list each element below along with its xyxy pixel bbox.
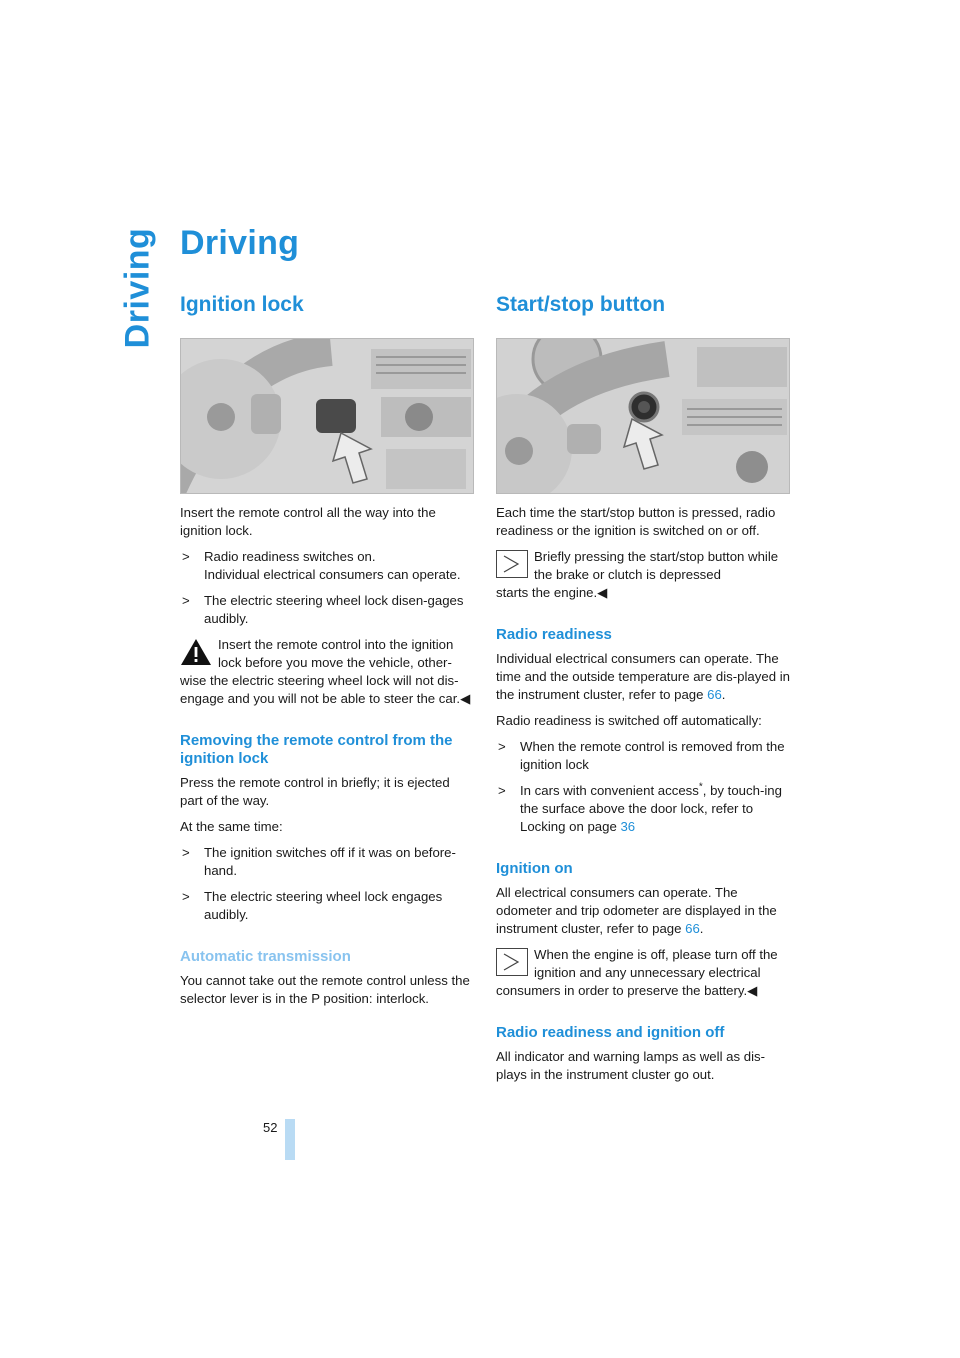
- paragraph: At the same time:: [180, 819, 283, 834]
- list-item: > The electric steering wheel lock engages audibly.: [182, 889, 443, 922]
- page-number: 52: [263, 1120, 278, 1135]
- paragraph: Press the remote control in briefly; it is ejected part of the way.: [180, 775, 450, 808]
- end-mark: ◀: [747, 983, 758, 998]
- side-chapter-tab: Driving: [118, 227, 157, 349]
- paragraph: All indicator and warning lamps as well as dis-plays in the instrument cluster go out.: [496, 1049, 765, 1082]
- page-number-bar: [285, 1119, 295, 1160]
- info-note: Briefly pressing the start/stop button while the brake or clutch is depressed starts the engine.◀: [496, 549, 779, 600]
- list-item: > When the remote control is removed from the ignition lock: [498, 739, 785, 772]
- list-item: > The electric steering wheel lock disen-gages audibly.: [182, 593, 464, 626]
- info-note: When the engine is off, please turn off the ignition and any unnecessary electrical consumers in order to preserve the battery.◀: [496, 947, 778, 998]
- end-mark: ◀: [597, 585, 608, 600]
- right-column: [496, 292, 790, 1092]
- subheading-radio-readiness: Radio readiness: [496, 626, 612, 643]
- paragraph: You cannot take out the remote control unless the selector lever is in the P position: interlock.: [180, 973, 470, 1006]
- warning-note: Insert the remote control into the ignition lock before you move the vehicle, other- wise the electric steering wheel lock will not dis-engage and you will not be able to steer the car.◀: [180, 637, 471, 706]
- end-mark: ◀: [460, 691, 471, 706]
- page-link-36[interactable]: 36: [620, 819, 636, 834]
- page-link-66[interactable]: 66: [685, 921, 700, 936]
- section-heading-start-stop: Start/stop button: [496, 293, 666, 316]
- paragraph: All electrical consumers can operate. The odometer and trip odometer are displayed in the instrument cluster, refer to page 66.: [496, 885, 777, 936]
- ignition-lock-photo: [180, 338, 474, 494]
- warning-triangle-icon: [180, 638, 212, 666]
- paragraph: Individual electrical consumers can operate. The time and the outside temperature are dis-played in the instrument cluster, refer to page 66.: [496, 651, 790, 702]
- start-stop-intro: Each time the start/stop button is pressed, radio readiness or the ignition is switched on or off.: [496, 505, 776, 538]
- list-item: > In cars with convenient access*, by touch-ing the surface above the door lock, refer to Locking on page 36: [498, 781, 782, 834]
- list-item: > The ignition switches off if it was on before-hand.: [182, 845, 456, 878]
- page-title: Driving: [180, 224, 300, 262]
- note-arrow-icon: [496, 948, 528, 976]
- note-arrow-icon: [496, 550, 528, 578]
- start-stop-button-photo: [496, 338, 790, 494]
- list-item: > Radio readiness switches on. Individual electrical consumers can operate.: [182, 549, 461, 582]
- page-link-66[interactable]: 66: [707, 687, 722, 702]
- ignition-intro: Insert the remote control all the way into the ignition lock.: [180, 505, 436, 538]
- subheading-automatic-transmission: Automatic transmission: [180, 948, 351, 965]
- section-heading-ignition-lock: Ignition lock: [180, 293, 304, 316]
- left-column: [180, 292, 474, 1016]
- paragraph: Radio readiness is switched off automatically:: [496, 713, 762, 728]
- option-star: *: [698, 781, 703, 793]
- subheading-radio-readiness-ignition-off: Radio readiness and ignition off: [496, 1024, 725, 1041]
- subheading-removing-remote: Removing the remote control from the ignition lock: [180, 732, 453, 767]
- subheading-ignition-on: Ignition on: [496, 860, 573, 877]
